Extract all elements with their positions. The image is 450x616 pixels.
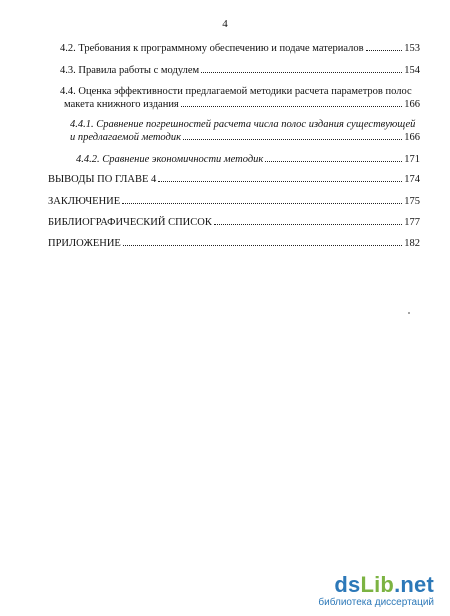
dot-leader	[181, 106, 402, 107]
toc-entry-4-4[interactable]	[60, 85, 420, 111]
toc-entry-page: 174	[404, 174, 420, 185]
toc-entry-page: 154	[404, 65, 420, 76]
dot-leader	[123, 245, 402, 246]
toc-entry-conclusions-chapter-4[interactable]	[48, 173, 420, 186]
toc-entry-4-3[interactable]	[60, 64, 420, 77]
toc-entry-page: 166	[404, 132, 420, 143]
toc-entry-label-line1: 4.4. Оценка эффективности предлагаемой методики расчета параметров полос	[60, 86, 412, 97]
toc-entry-conclusion[interactable]	[48, 195, 420, 208]
dot-leader	[158, 181, 402, 182]
toc-entry-label: БИБЛИОГРАФИЧЕСКИЙ СПИСОК	[48, 217, 212, 228]
toc-entry-label: ПРИЛОЖЕНИЕ	[48, 238, 121, 249]
toc-entry-label: 4.4.2. Сравнение экономичности методик	[76, 154, 264, 165]
toc-entry-bibliography[interactable]	[48, 216, 420, 229]
toc-entry-page: 177	[404, 217, 420, 228]
toc-entry-page: 175	[404, 196, 420, 207]
toc-entry-label: 4.2. Требования к программному обеспечению и подаче материалов	[60, 43, 364, 54]
watermark-tagline: библиотека диссертаций	[318, 597, 434, 608]
toc-entry-label-line1: 4.4.1. Сравнение погрешностей расчета числа полос издания существующей	[70, 119, 416, 130]
toc-entry-appendix[interactable]	[48, 237, 420, 250]
scan-speck	[408, 312, 410, 314]
toc-entry-label-line2: и предлагаемой методик	[70, 132, 182, 143]
toc-entry-page: 182	[404, 238, 420, 249]
toc-entry-label-line2: макета книжного издания	[64, 99, 179, 110]
toc-entry-label: ЗАКЛЮЧЕНИЕ	[48, 196, 121, 207]
dot-leader	[183, 139, 402, 140]
watermark-logo	[318, 574, 434, 608]
toc-entry-4-2[interactable]	[60, 42, 420, 55]
watermark-brand: dsLib.net	[334, 572, 434, 597]
toc-entry-4-4-1[interactable]	[70, 118, 420, 144]
toc-entry-label: 4.3. Правила работы с модулем	[60, 65, 200, 76]
toc-entry-page: 166	[404, 99, 420, 110]
toc-entry-label: ВЫВОДЫ ПО ГЛАВЕ 4	[48, 174, 157, 185]
toc-entry-page: 171	[404, 154, 420, 165]
toc-entry-page: 153	[404, 43, 420, 54]
dot-leader	[201, 72, 402, 73]
dot-leader	[265, 161, 402, 162]
toc-entry-4-4-2[interactable]	[76, 153, 420, 166]
page-number: 4	[222, 18, 228, 30]
dot-leader	[366, 50, 403, 51]
dot-leader	[214, 224, 402, 225]
dot-leader	[122, 203, 402, 204]
